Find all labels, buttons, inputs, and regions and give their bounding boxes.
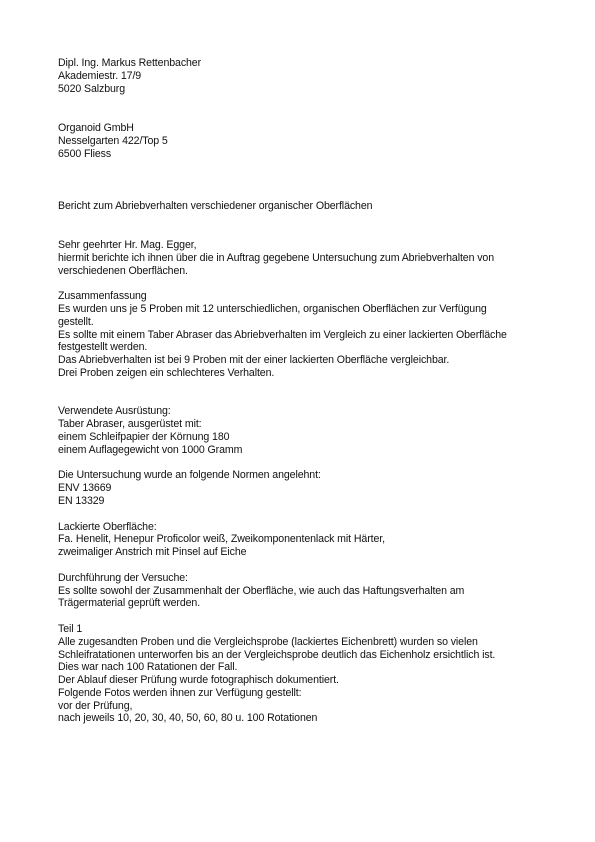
part1-line: Schleifratationen unterworfen bis an der Vergleichsprobe deutlich das Eichenholz ersichtlich ist.	[58, 648, 496, 661]
norm-item: EN 13329	[58, 494, 105, 507]
procedure-line: Trägermaterial geprüft werden.	[58, 597, 201, 610]
procedure-section	[58, 572, 558, 610]
recipient-city: 6500 Fliess	[58, 147, 112, 160]
sender-address	[58, 57, 558, 95]
lacquer-section	[58, 521, 558, 559]
equipment-line: einem Schleifpapier der Körnung 180	[58, 430, 230, 443]
summary-line: Es sollte mit einem Taber Abraser das Abriebverhalten im Vergleich zu einer lackierten Oberfläche	[58, 328, 507, 341]
part1-heading: Teil 1	[58, 622, 83, 635]
part1-line: nach jeweils 10, 20, 30, 40, 50, 60, 80 u. 100 Rotationen	[58, 712, 318, 725]
salutation: Sehr geehrter Hr. Mag. Egger,	[58, 239, 197, 251]
intro-line: verschiedenen Oberflächen.	[58, 264, 188, 277]
norms-section	[58, 469, 558, 507]
part1-line: Alle zugesandten Proben und die Vergleichsprobe (lackiertes Eichenbrett) wurden so vielen	[58, 635, 478, 648]
letter-body	[58, 239, 558, 725]
part1-section	[58, 623, 558, 725]
part1-line: Folgende Fotos werden ihnen zur Verfügung gestellt:	[58, 686, 302, 699]
equipment-section	[58, 405, 558, 456]
recipient-street: Nesselgarten 422/Top 5	[58, 134, 168, 147]
lacquer-line: zweimaliger Anstrich mit Pinsel auf Eiche	[58, 546, 247, 559]
recipient-name: Organoid GmbH	[58, 122, 134, 134]
subject-text: Bericht zum Abriebverhalten verschiedener organischer Oberflächen	[58, 200, 373, 212]
procedure-heading: Durchführung der Versuche:	[58, 571, 188, 584]
norm-item: ENV 13669	[58, 482, 112, 495]
procedure-line: Es sollte sowohl der Zusammenhalt der Oberfläche, wie auch das Haftungsverhalten am	[58, 584, 465, 597]
summary-line: gestellt.	[58, 315, 94, 328]
intro-line: hiermit berichte ich ihnen über die in Auftrag gegebene Untersuchung zum Abriebverhalten von	[58, 251, 495, 264]
recipient-address	[58, 122, 558, 160]
sender-street: Akademiestr. 17/9	[58, 69, 142, 82]
norms-heading: Die Untersuchung wurde an folgende Normen angelehnt:	[58, 469, 321, 482]
summary-line: festgestellt werden.	[58, 341, 148, 354]
salutation-paragraph	[58, 239, 558, 277]
part1-line: Dies war nach 100 Ratationen der Fall.	[58, 661, 238, 674]
part1-line: vor der Prüfung,	[58, 699, 133, 712]
lacquer-heading: Lackierte Oberfläche:	[58, 520, 157, 533]
summary-section	[58, 290, 558, 380]
summary-heading: Zusammenfassung	[58, 290, 147, 303]
subject-line	[58, 200, 558, 213]
summary-line: Drei Proben zeigen ein schlechteres Verhalten.	[58, 366, 275, 379]
sender-city: 5020 Salzburg	[58, 82, 126, 95]
part1-line: Der Ablauf dieser Prüfung wurde fotographisch dokumentiert.	[58, 674, 339, 687]
summary-line: Es wurden uns je 5 Proben mit 12 unterschiedlichen, organischen Oberflächen zur Verfügung	[58, 302, 487, 315]
equipment-heading: Verwendete Ausrüstung:	[58, 405, 171, 418]
equipment-line: Taber Abraser, ausgerüstet mit:	[58, 418, 202, 431]
lacquer-line: Fa. Henelit, Henepur Proficolor weiß, Zweikomponentenlack mit Härter,	[58, 533, 385, 546]
sender-name: Dipl. Ing. Markus Rettenbacher	[58, 57, 202, 69]
summary-line: Das Abriebverhalten ist bei 9 Proben mit der einer lackierten Oberfläche vergleichbar.	[58, 354, 450, 367]
equipment-line: einem Auflagegewicht von 1000 Gramm	[58, 443, 243, 456]
